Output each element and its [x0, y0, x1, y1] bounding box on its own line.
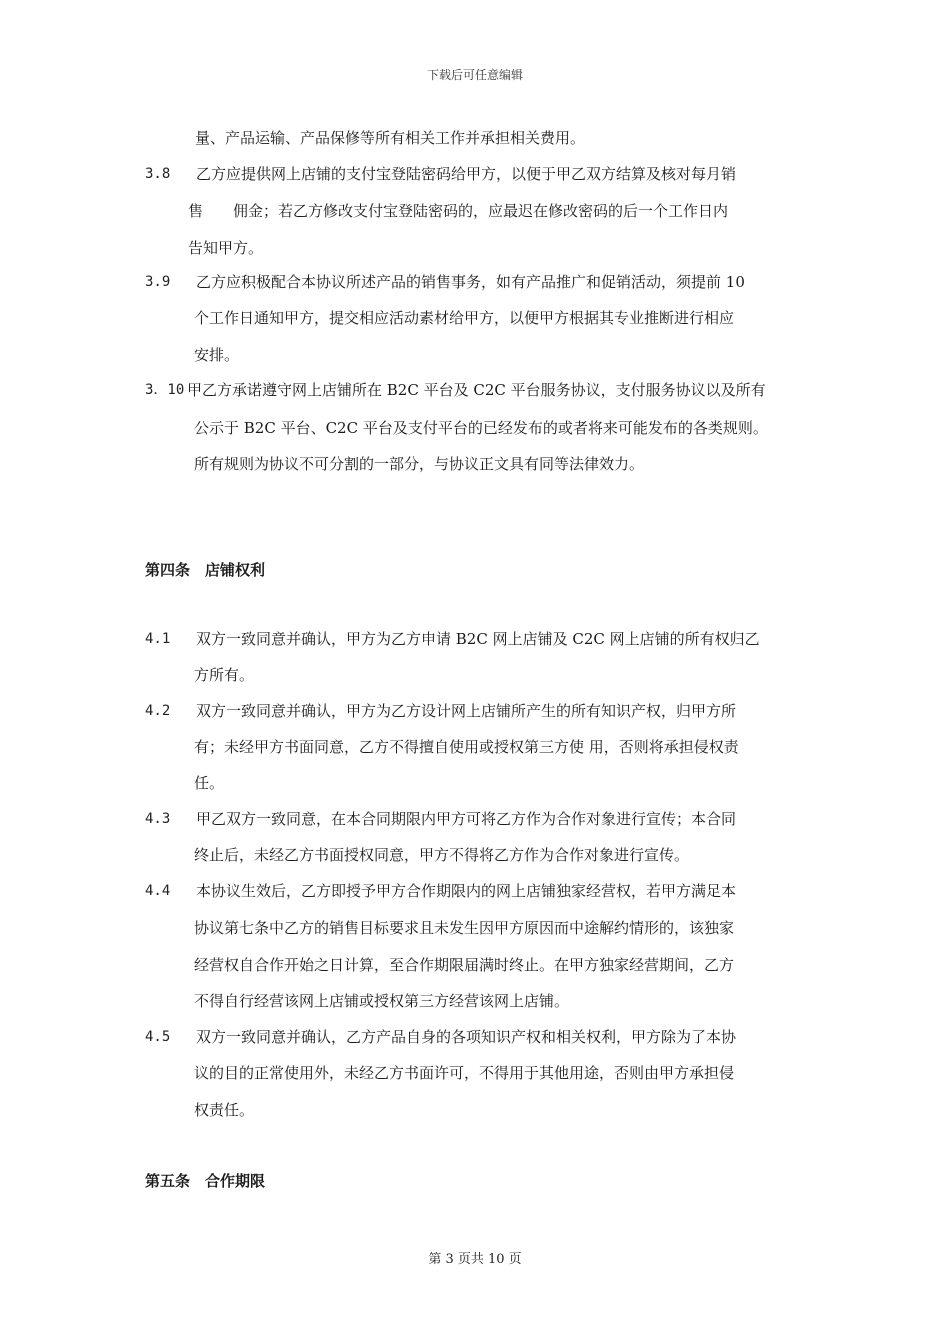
clause-4-5-line-2: 议的目的正常使用外，未经乙方书面许可，不得用于其他用途，否则由甲方承担侵 — [194, 1064, 735, 1082]
clause-4-1-line-1: 双方一致同意并确认，甲方为乙方申请 B2C 网上店铺及 C2C 网上店铺的所有权归乙 — [196, 630, 760, 648]
clause-4-2-line-1: 双方一致同意并确认，甲方为乙方设计网上店铺所产生的所有知识产权，归甲方所 — [196, 702, 737, 720]
clause-3-8-line-3: 告知甲方。 — [188, 239, 264, 257]
clause-4-4-line-4: 不得自行经营该网上店铺或授权第三方经营该网上店铺。 — [194, 992, 570, 1010]
clause-number-4-5: 4.5 — [145, 1029, 171, 1045]
clause-number-3-8: 3.8 — [145, 166, 171, 182]
clause-4-1-line-2: 方所有。 — [194, 666, 255, 684]
clause-number-3-9: 3.9 — [145, 274, 171, 290]
clause-number-4-1: 4.1 — [145, 631, 171, 647]
clause-number-3-10: 3．10 — [145, 382, 185, 398]
clause-3-10-line-1: 甲乙方承诺遵守网上店铺所在 B2C 平台及 C2C 平台服务协议，支付服务协议以及所有 — [187, 381, 766, 399]
clause-3-10-line-3: 所有规则为协议不可分割的一部分，与协议正文具有同等法律效力。 — [194, 455, 645, 473]
clause-3-9-line-1: 乙方应积极配合本协议所述产品的销售事务，如有产品推广和促销活动，须提前 10 — [196, 273, 745, 291]
clause-4-3-line-1: 甲乙双方一致同意，在本合同期限内甲方可将乙方作为合作对象进行宣传；本合同 — [196, 810, 737, 828]
clause-4-4-line-3: 经营权自合作开始之日计算，至合作期限届满时终止。在甲方独家经营期间，乙方 — [194, 956, 735, 974]
clause-4-2-line-2: 有；未经甲方书面同意，乙方不得擅自使用或授权第三方使 用，否则将承担侵权责 — [194, 738, 739, 756]
section-4-heading: 第四条 店铺权利 — [145, 561, 266, 579]
clause-4-3-line-2: 终止后，未经乙方书面授权同意，甲方不得将乙方作为合作对象进行宣传。 — [194, 846, 690, 864]
clause-3-9-line-3: 安排。 — [194, 346, 240, 364]
clause-4-4-line-1: 本协议生效后，乙方即授予甲方合作期限内的网上店铺独家经营权，若甲方满足本 — [196, 882, 737, 900]
clause-3-9-line-2: 个工作日通知甲方，提交相应活动素材给甲方，以便甲方根据其专业推断进行相应 — [194, 309, 735, 327]
clause-4-5-line-3: 权责任。 — [194, 1101, 255, 1119]
clause-number-4-2: 4.2 — [145, 703, 171, 719]
clause-4-2-line-3: 任。 — [194, 774, 225, 792]
clause-3-10-line-2: 公示于 B2C 平台、C2C 平台及支付平台的已经发布的或者将来可能发布的各类规则。 — [194, 419, 768, 437]
page-footer: 第 3 页共 10 页 — [428, 1252, 522, 1267]
clause-4-5-line-1: 双方一致同意并确认，乙方产品自身的各项知识产权和相关权利，甲方除为了本协 — [196, 1028, 737, 1046]
clause-4-4-line-2: 协议第七条中乙方的销售目标要求且未发生因甲方原因而中途解约情形的，该独家 — [194, 919, 735, 937]
clause-number-4-3: 4.3 — [145, 811, 171, 827]
continuation-line: 量、产品运输、产品保修等所有相关工作并承担相关费用。 — [195, 129, 586, 147]
section-5-heading: 第五条 合作期限 — [145, 1172, 266, 1190]
header-note: 下载后可任意编辑 — [426, 68, 523, 82]
clause-number-4-4: 4.4 — [145, 883, 171, 899]
clause-3-8-line-2: 售 佣金；若乙方修改支付宝登陆密码的，应最迟在修改密码的后一个工作日内 — [188, 202, 729, 220]
clause-3-8-line-1: 乙方应提供网上店铺的支付宝登陆密码给甲方，以便于甲乙双方结算及核对每月销 — [196, 165, 737, 183]
